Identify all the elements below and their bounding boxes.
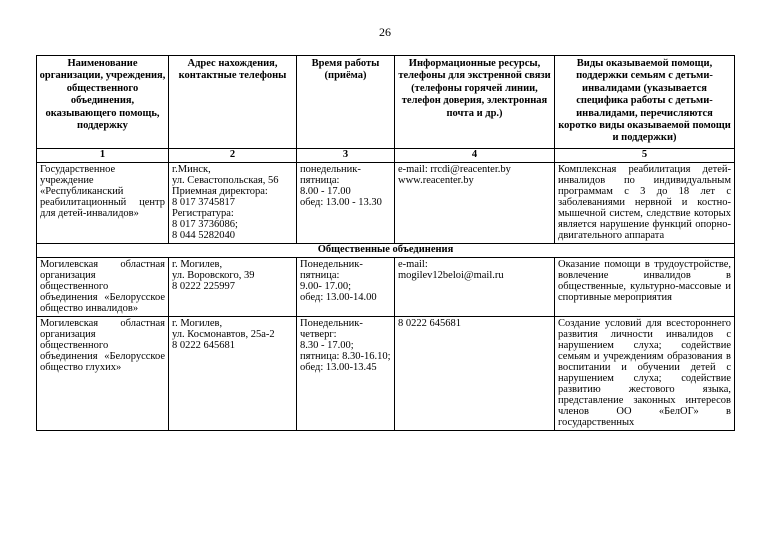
- table-row-society-of-deaf: [37, 316, 735, 430]
- table-row-rehab-center: [37, 162, 735, 243]
- cell-line: 8 017 3745817: [172, 196, 235, 208]
- cell-line: e-mail: rrcdi@reacenter.by: [398, 163, 511, 175]
- cell-line: 8.30 - 17.00;: [300, 339, 354, 351]
- section-title: Общественные объединения: [37, 243, 735, 257]
- address-cell: [169, 257, 297, 316]
- header-cell-help: Виды оказываемой помощи, поддержки семьям с детьми-инвалидами (указывается специфика работы с детьми-инвалидами, перечисляются коротко виды оказываемой помощи и поддержки): [555, 56, 735, 149]
- header-cell-info: Информационные ресурсы, телефоны для экстренной связи (телефоны горячей линии, телефон доверия, электронная почта и др.): [395, 56, 555, 149]
- cell-line: понедельник-пятница:: [300, 163, 361, 186]
- page-number: 26: [379, 25, 391, 39]
- header-cell-hours: Время работы (приёма): [297, 56, 395, 149]
- cell-line: г. Могилев,: [172, 317, 223, 329]
- help-cell: Создание условий для всестороннего развития личности инвалидов с нарушением слуха; содействие семьям и учреждениям образования в воспитании и обучении детей с нарушением слуха; содействие развитию жестового языка, представление законных интересов членов ОО «БелОГ» в государственных: [555, 316, 735, 430]
- cell-line: Понедельник-пятница:: [300, 258, 363, 281]
- column-numbers-row: [37, 148, 735, 162]
- cell-line: 8 044 5282040: [172, 229, 235, 241]
- org-name-cell: Могилевская областная организация общественного объединения «Белорусское общество инвалидов»: [37, 257, 169, 316]
- org-name-cell: Государственное учреждение «Республиканский реабилитационный центр для детей-инвалидов»: [37, 162, 169, 243]
- cell-line: г. Могилев,: [172, 258, 223, 270]
- address-cell: [169, 162, 297, 243]
- info-cell: [395, 316, 555, 430]
- org-name-cell: Могилевская областная организация общественного объединения «Белорусское общество глухих»: [37, 316, 169, 430]
- cell-line: e-mail:: [398, 258, 428, 270]
- cell-line: Понедельник-четверг:: [300, 317, 363, 340]
- cell-line: пятница: 8.30-16.10;: [300, 350, 391, 362]
- cell-line: обед: 13.00-13.45: [300, 361, 377, 373]
- organizations-table: [36, 55, 735, 431]
- cell-line: 8 0222 645681: [172, 339, 235, 351]
- cell-line: г.Минск,: [172, 163, 211, 175]
- cell-line: обед: 13.00 - 13.30: [300, 196, 382, 208]
- address-cell: [169, 316, 297, 430]
- cell-line: www.reacenter.by: [398, 174, 474, 186]
- table-row-society-of-invalids: [37, 257, 735, 316]
- cell-line: 8.00 - 17.00: [300, 185, 351, 197]
- cell-line: обед: 13.00-14.00: [300, 291, 377, 303]
- cell-line: ул. Космонавтов, 25а-2: [172, 328, 275, 340]
- column-number-1: 1: [37, 148, 169, 162]
- column-number-2: 2: [169, 148, 297, 162]
- info-cell: [395, 257, 555, 316]
- section-row: [37, 243, 735, 257]
- cell-line: 8 0222 225997: [172, 280, 235, 292]
- cell-line: mogilev12beloi@mail.ru: [398, 269, 504, 281]
- help-cell: Оказание помощи в трудоустройстве, вовлечение инвалидов в общественные, культурно-массовые и спортивные мероприятия: [555, 257, 735, 316]
- help-cell: Комплексная реабилитация детей-инвалидов по индивидуальным программам с 3 до 18 лет с заболеваниями нервной и костно-мышечной систем, следствие которых является нарушение функций опорно-двигательного аппарата: [555, 162, 735, 243]
- cell-line: Регистратура:: [172, 207, 234, 219]
- header-cell-name: Наименование организации, учреждения, общественного объединения, оказывающего помощь, поддержку: [37, 56, 169, 149]
- column-number-3: 3: [297, 148, 395, 162]
- cell-line: ул. Воровского, 39: [172, 269, 255, 281]
- cell-line: Приемная директора:: [172, 185, 268, 197]
- cell-line: 8 0222 645681: [398, 317, 461, 329]
- hours-cell: [297, 162, 395, 243]
- hours-cell: [297, 257, 395, 316]
- cell-line: ул. Севастопольская, 56: [172, 174, 279, 186]
- header-row: [37, 56, 735, 149]
- header-cell-address: Адрес нахождения, контактные телефоны: [169, 56, 297, 149]
- cell-line: 9.00- 17.00;: [300, 280, 352, 292]
- hours-cell: [297, 316, 395, 430]
- info-cell: [395, 162, 555, 243]
- column-number-4: 4: [395, 148, 555, 162]
- cell-line: 8 017 3736086;: [172, 218, 238, 230]
- column-number-5: 5: [555, 148, 735, 162]
